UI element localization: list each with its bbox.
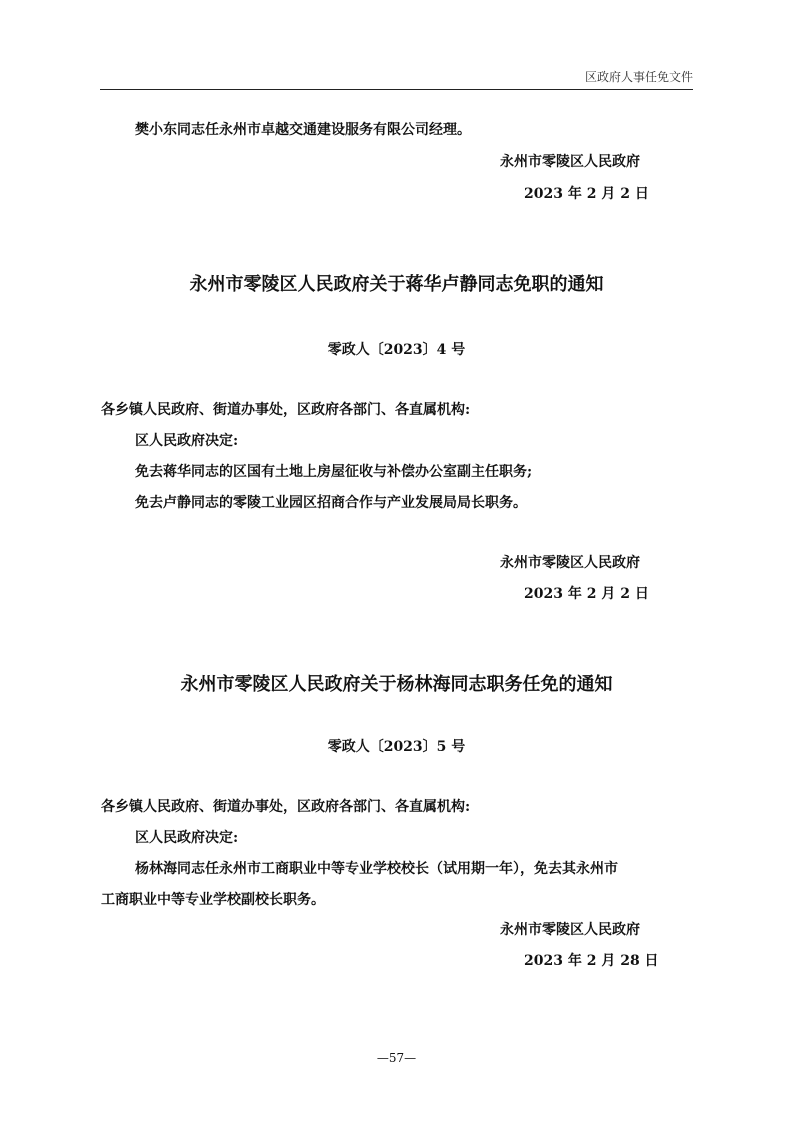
notice1-line: 免去卢静同志的零陵工业园区招商合作与产业发展局局长职务。 <box>135 495 527 511</box>
continuation-signature-date: 2023 年 2 月 2 日 <box>524 186 649 202</box>
notice2-line: 工商职业中等专业学校副校长职务。 <box>101 892 325 908</box>
notice1-signature-date: 2023 年 2 月 2 日 <box>524 586 649 602</box>
notice1-addressee: 各乡镇人民政府、街道办事处，区政府各部门、各直属机构: <box>101 402 471 418</box>
notice1-line: 免去蒋华同志的区国有土地上房屋征收与补偿办公室副主任职务; <box>135 464 533 480</box>
notice2-title: 永州市零陵区人民政府关于杨林海同志职务任免的通知 <box>180 674 613 695</box>
header-title: 区政府人事任免文件 <box>584 70 693 84</box>
page-header <box>100 64 693 90</box>
notice1-line: 区人民政府决定: <box>135 433 239 449</box>
notice2-line: 杨林海同志任永州市工商职业中等专业学校校长（试用期一年），免去其永州市 <box>135 861 618 877</box>
notice1-doc-number: 零政人〔2023〕4 号 <box>327 342 466 358</box>
notice2-signature-date: 2023 年 2 月 28 日 <box>524 953 659 969</box>
notice2-addressee: 各乡镇人民政府、街道办事处，区政府各部门、各直属机构: <box>101 799 471 815</box>
continuation-text: 樊小东同志任永州市卓越交通建设服务有限公司经理。 <box>135 122 471 138</box>
notice1-title: 永州市零陵区人民政府关于蒋华卢静同志免职的通知 <box>189 274 604 295</box>
notice1-signature-org: 永州市零陵区人民政府 <box>500 555 640 571</box>
continuation-signature-org: 永州市零陵区人民政府 <box>500 154 640 170</box>
notice2-line: 区人民政府决定: <box>135 830 239 846</box>
notice2-doc-number: 零政人〔2023〕5 号 <box>327 739 466 755</box>
notice2-signature-org: 永州市零陵区人民政府 <box>500 922 640 938</box>
page-number: —57— <box>376 1051 417 1065</box>
